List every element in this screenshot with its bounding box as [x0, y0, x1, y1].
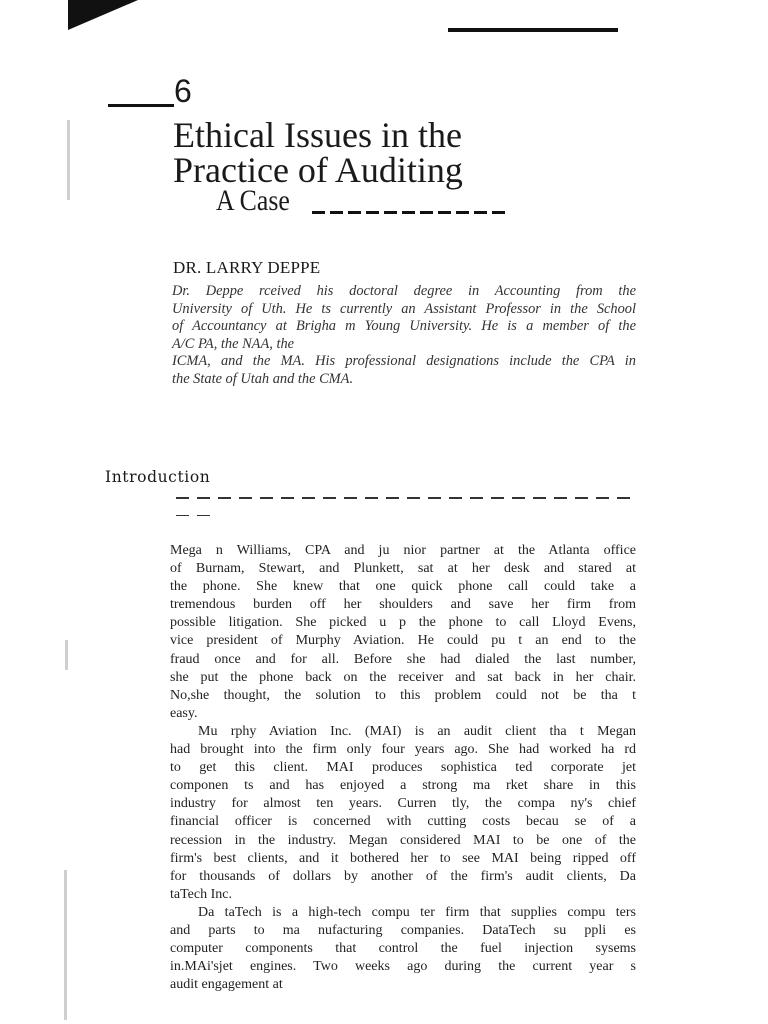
- body-line: Mu rphy Aviation Inc. (MAI) is an audit client tha t Megan: [198, 723, 636, 739]
- body-line: financial officer is concerned with cutting costs becau se of a: [170, 814, 636, 830]
- title-line-2: Practice of Auditing: [173, 150, 463, 190]
- title-line-1: Ethical Issues in the: [173, 115, 462, 155]
- body-line: for thousands of dollars by another of the firm's audit clients, Da: [170, 868, 636, 884]
- body-line: Da taTech is a high-tech compu ter firm that supplies compu ters: [198, 904, 636, 920]
- bio-line: A/C PA, the NAA, the: [172, 335, 295, 352]
- chapter-title: [173, 115, 593, 190]
- body-line: No,she thought, the solution to this problem could not be tha t: [170, 687, 636, 703]
- body-line: to get this client. MAI produces sophistica ted corporate jet: [170, 760, 636, 776]
- body-line: of Burnam, Stewart, and Plunkett, sat at her desk and stared at: [170, 561, 636, 577]
- header-rule: [448, 28, 618, 32]
- body-line: easy.: [170, 705, 198, 721]
- bio-line: Dr. Deppe rceived his doctoral degree in Accounting from the: [172, 283, 636, 299]
- body-line: firm's best clients, and it bothered her to see MAI being ripped off: [170, 850, 636, 866]
- bio-line: University of Uth. He ts currently an Assistant Professor in the School: [172, 300, 636, 317]
- body-line: and parts to ma nufacturing companies. DataTech su ppli es: [170, 922, 636, 938]
- body-line: computer components that control the fuel injection sysems: [170, 941, 636, 957]
- scan-edge-mark: [65, 640, 68, 670]
- section-heading: Introduction: [105, 468, 211, 486]
- body-line: tremendous burden off her shoulders and save her firm from: [170, 597, 636, 613]
- body-line: in.MAi'sjet engines. Two weeks ago during the current year s: [170, 959, 636, 975]
- subtitle-row: [216, 184, 505, 218]
- scan-edge-mark: [64, 870, 67, 1020]
- author-bio: [172, 283, 636, 389]
- body-line: componen ts and has enjoyed a strong ma rket share in this: [170, 778, 636, 794]
- body-line: she put the phone back on the receiver and sat back in her chair.: [170, 669, 636, 685]
- chapter-subtitle: A Case: [216, 184, 290, 217]
- author-name: DR. LARRY DEPPE: [173, 258, 321, 277]
- body-line: vice president of Murphy Aviation. He could pu t an end to the: [170, 633, 636, 649]
- section-dash-rule: [176, 497, 636, 532]
- subtitle-dash-rule: [312, 211, 505, 214]
- chapter-number: 6: [174, 73, 192, 109]
- body-line: audit engagement at: [170, 977, 283, 993]
- body-line: fraud once and for all. Before she had dialed the last number,: [170, 651, 636, 667]
- scan-edge-mark: [67, 120, 70, 200]
- page-corner-mark: [68, 0, 138, 30]
- chapter-rule: [108, 104, 174, 107]
- body-line: Mega n Williams, CPA and ju nior partner at the Atlanta office: [170, 543, 636, 558]
- body-line: the phone. She knew that one quick phone call could take a: [170, 579, 636, 595]
- body-line: industry for almost ten years. Curren tly, the compa ny's chief: [170, 796, 636, 812]
- bio-line: the State of Utah and the CMA.: [172, 370, 354, 387]
- body-line: recession in the industry. Megan considered MAI to be one of the: [170, 832, 636, 848]
- bio-line: ICMA, and the MA. His professional designations include the CPA in: [172, 353, 636, 370]
- bio-line: of Accountancy at Brigha m Young University. He is a member of the: [172, 318, 636, 335]
- body-line: possible litigation. She picked u p the phone to call Lloyd Evens,: [170, 615, 636, 631]
- body-line: taTech Inc.: [170, 886, 232, 902]
- body-text: [170, 542, 636, 994]
- body-line: had brought into the firm only four years ago. She had worked ha rd: [170, 742, 636, 758]
